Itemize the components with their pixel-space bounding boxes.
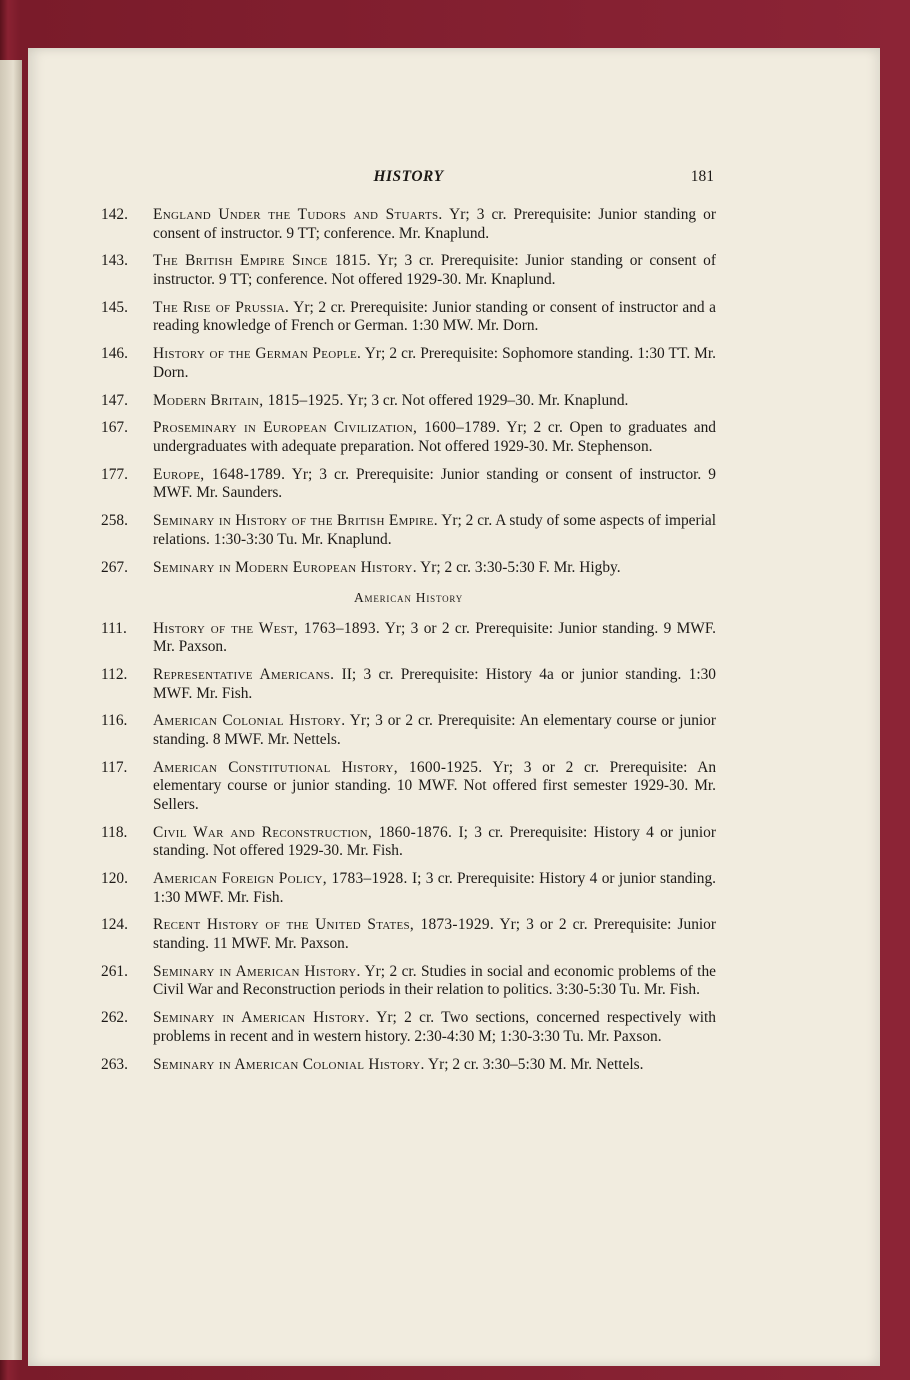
course-entry — [101, 392, 716, 411]
course-description — [153, 466, 716, 503]
course-number: 267. — [101, 558, 128, 576]
course-details: Yr; 3 or 2 cr. Prerequisite: An elementary course or junior standing. 10 MWF. Not offered first semester 1929-30. Mr. Sellers. — [153, 758, 717, 813]
course-title: Seminary in American History. — [153, 962, 361, 980]
course-description — [153, 299, 716, 336]
course-entry — [101, 824, 716, 861]
course-title: Seminary in Modern European History. — [153, 558, 417, 576]
course-title: Recent History of the United States, 1873-1929. — [153, 916, 494, 934]
course-title: The British Empire Since 1815. — [153, 252, 371, 270]
course-details: I; 3 cr. Prerequisite: History 4 or junior standing. Not offered 1929-30. Mr. Fish. — [153, 823, 716, 860]
course-entry — [101, 466, 716, 503]
course-entry — [101, 870, 716, 907]
course-title: Civil War and Reconstruction, 1860-1876. — [153, 823, 453, 841]
course-number: 147. — [101, 391, 128, 409]
course-details: Yr; 2 cr. Studies in social and economic problems of the Civil War and Reconstruction periods in their relation to politics. 3:30-5:30 Tu. Mr. Fish. — [153, 962, 716, 999]
course-number: 116. — [101, 712, 128, 730]
course-description — [153, 759, 716, 815]
course-title: Modern Britain, 1815–1925. — [153, 391, 344, 409]
european-course-list — [101, 206, 716, 577]
page-header — [101, 168, 716, 190]
course-number: 177. — [101, 465, 128, 483]
course-number: 117. — [101, 758, 128, 776]
course-entry — [101, 963, 716, 1000]
course-description — [153, 1056, 716, 1075]
course-title: Seminary in American History. — [153, 1009, 370, 1027]
course-title: Proseminary in European Civilization, 1600–1789. — [153, 419, 501, 437]
course-title: England Under the Tudors and Stuarts. — [153, 206, 443, 223]
course-title: American Foreign Policy, 1783–1928. — [153, 870, 408, 888]
course-description — [153, 512, 716, 549]
course-entry — [101, 252, 716, 289]
course-number: 145. — [101, 298, 128, 316]
course-description — [153, 419, 716, 456]
course-entry — [101, 512, 716, 549]
course-details: Yr; 3 cr. Prerequisite: Junior standing or consent of instructor. 9 TT; conference. Mr. Knaplund. — [153, 206, 716, 242]
course-entry — [101, 666, 716, 703]
course-description — [153, 559, 716, 578]
facing-page-edge — [0, 60, 22, 1360]
page-content — [101, 168, 716, 1084]
course-entry — [101, 712, 716, 749]
course-details: Yr; 3 or 2 cr. Prerequisite: Junior standing. 11 MWF. Mr. Paxson. — [153, 916, 716, 952]
course-details: I; 3 cr. Prerequisite: History 4 or junior standing. 1:30 MWF. Mr. Fish. — [153, 870, 716, 906]
course-entry — [101, 299, 716, 336]
course-title: Seminary in American Colonial History. — [153, 1055, 425, 1073]
course-entry — [101, 916, 716, 953]
course-number: 261. — [101, 962, 128, 980]
course-entry — [101, 1009, 716, 1046]
course-description — [153, 206, 716, 243]
course-details: Yr; 2 cr. 3:30–5:30 M. Mr. Nettels. — [427, 1055, 644, 1073]
course-description — [153, 392, 716, 411]
course-details: Yr; 3 or 2 cr. Prerequisite: An elementary course or junior standing. 8 MWF. Mr. Nettels. — [153, 712, 717, 748]
course-number: 146. — [101, 345, 128, 363]
course-number: 258. — [101, 512, 128, 530]
course-title: American Colonial History. — [153, 712, 346, 730]
course-entry — [101, 620, 716, 657]
course-description — [153, 1009, 716, 1046]
course-number: 263. — [101, 1055, 128, 1073]
course-title: American Constitutional History, 1600-1925. — [153, 758, 483, 776]
course-description — [153, 916, 716, 953]
course-details: Yr; 2 cr. Two sections, concerned respectively with problems in recent and in western history. 2:30-4:30 M; 1:30-3:30 Tu. Mr. Paxson. — [153, 1009, 716, 1045]
course-description — [153, 345, 716, 382]
course-description — [153, 870, 716, 907]
course-number: 120. — [101, 870, 128, 888]
course-entry — [101, 345, 716, 382]
course-number: 118. — [101, 823, 128, 841]
course-title: Europe, 1648-1789. — [153, 465, 286, 483]
course-number: 112. — [101, 666, 128, 684]
course-description — [153, 666, 716, 703]
course-number: 143. — [101, 252, 128, 270]
course-entry — [101, 206, 716, 243]
course-number: 167. — [101, 419, 128, 437]
american-course-list — [101, 620, 716, 1075]
course-title: Seminary in History of the British Empire. — [153, 512, 438, 530]
course-title: History of the West, 1763–1893. — [153, 619, 380, 637]
course-details: Yr; 2 cr. Prerequisite: Sophomore standing. 1:30 TT. Mr. Dorn. — [153, 345, 716, 381]
course-details: Yr; 3 cr. Prerequisite: Junior standing or consent of instructor. 9 TT; conference. Not offered 1929-30. Mr. Knaplund. — [153, 252, 716, 288]
course-entry — [101, 759, 716, 815]
course-description — [153, 963, 716, 1000]
course-details: Yr; 3 cr. Prerequisite: Junior standing or consent of instructor. 9 MWF. Mr. Saunders. — [153, 465, 716, 502]
course-description — [153, 252, 716, 289]
course-title: Representative Americans. — [153, 666, 335, 684]
course-number: 124. — [101, 916, 128, 934]
course-description — [153, 824, 716, 861]
section-heading-american-history: American History — [353, 590, 464, 606]
running-title: HISTORY — [373, 168, 444, 185]
page-number: 181 — [690, 168, 714, 185]
course-details: Yr; 2 cr. Open to graduates and undergraduates with adequate preparation. Not offered 1929-30. Mr. Stephenson. — [153, 419, 716, 455]
course-number: 262. — [101, 1009, 128, 1027]
course-entry — [101, 419, 716, 456]
course-details: Yr; 2 cr. Prerequisite: Junior standing or consent of instructor and a reading knowledge of French or German. 1:30 MW. Mr. Dorn. — [153, 298, 717, 335]
course-details: Yr; 3 or 2 cr. Prerequisite: Junior standing. 9 MWF. Mr. Paxson. — [153, 619, 717, 656]
course-description — [153, 620, 716, 657]
course-entry — [101, 559, 716, 578]
course-entry — [101, 1056, 716, 1075]
course-details: Yr; 3 cr. Not offered 1929–30. Mr. Knaplund. — [346, 391, 629, 409]
course-details: Yr; 2 cr. A study of some aspects of imperial relations. 1:30-3:30 Tu. Mr. Knaplund. — [153, 512, 717, 548]
course-description — [153, 712, 716, 749]
course-title: The Rise of Prussia. — [153, 298, 290, 316]
course-title: History of the German People. — [153, 345, 362, 363]
course-details: II; 3 cr. Prerequisite: History 4a or junior standing. 1:30 MWF. Mr. Fish. — [153, 666, 716, 702]
course-number: 142. — [101, 206, 128, 223]
course-details: Yr; 2 cr. 3:30-5:30 F. Mr. Higby. — [420, 558, 621, 576]
course-number: 111. — [101, 619, 127, 637]
